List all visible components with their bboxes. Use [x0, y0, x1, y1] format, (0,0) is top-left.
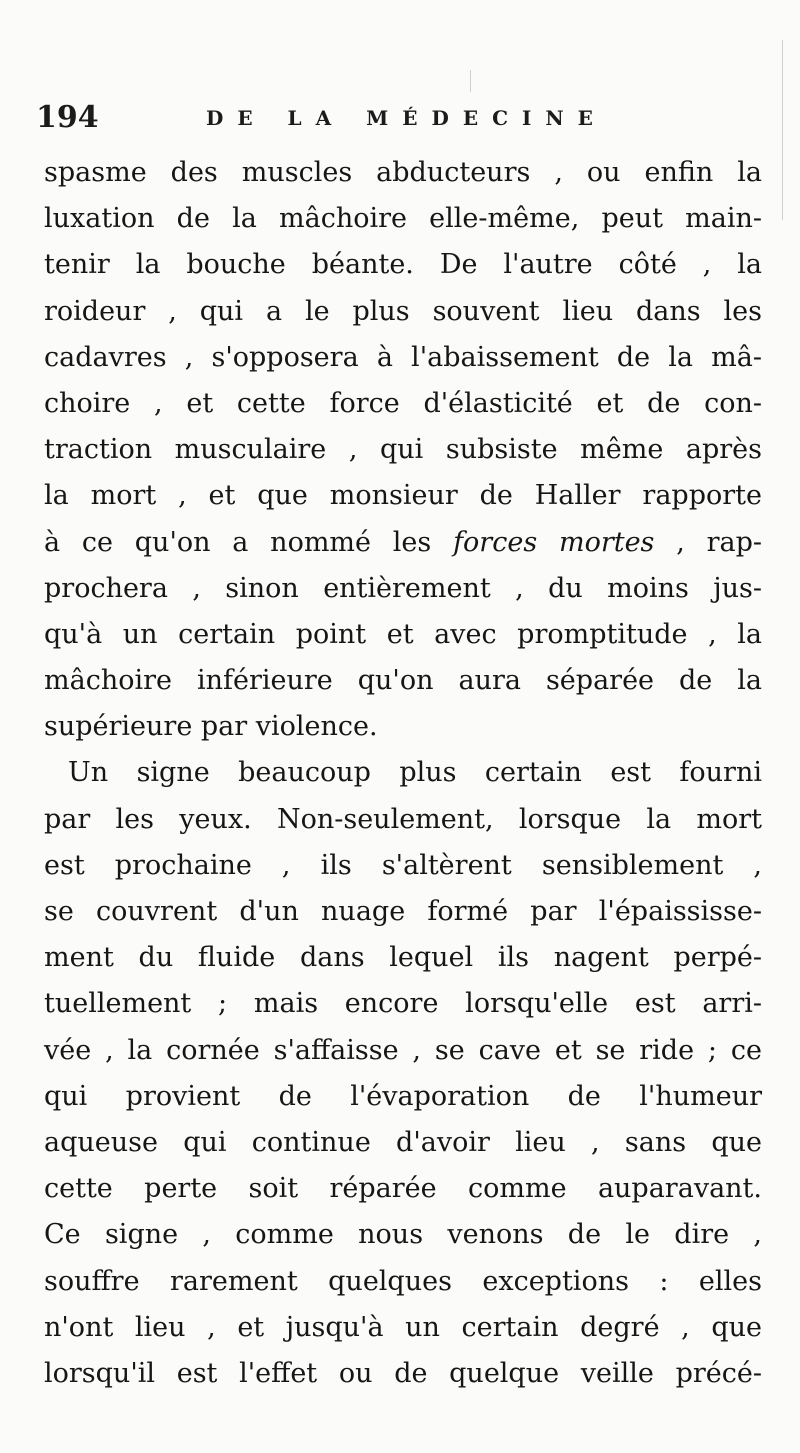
text-line: par les yeux. Non-seulement, lorsque la mort	[44, 803, 762, 835]
text-line: luxation de la mâchoire elle-même, peut main-	[44, 203, 762, 235]
running-title: DE LA MÉDECINE	[206, 106, 607, 130]
text-line: qui provient de l'évaporation de l'humeur	[44, 1080, 762, 1112]
text-line: prochera , sinon entièrement , du moins jus-	[44, 572, 762, 604]
text-line: lorsqu'il est l'effet ou de quelque veille précé-	[44, 1357, 762, 1389]
text-line: qu'à un certain point et avec promptitude , la	[44, 618, 762, 650]
text-line: tenir la bouche béante. De l'autre côté , la	[44, 249, 762, 281]
text-line: tuellement ; mais encore lorsqu'elle est arri-	[44, 988, 762, 1020]
text-line: vée , la cornée s'affaisse , se cave et se ride ; ce	[44, 1034, 762, 1066]
text-line: supérieure par violence.	[44, 711, 378, 743]
text-run: à ce qu'on a nommé les	[44, 526, 454, 558]
text-line: traction musculaire , qui subsiste même après	[44, 434, 762, 466]
text-line: Ce signe , comme nous venons de le dire ,	[44, 1219, 762, 1251]
text-line: roideur , qui a le plus souvent lieu dans les	[44, 295, 762, 327]
text-line: mâchoire inférieure qu'on aura séparée de la	[44, 665, 762, 697]
text-line: se couvrent d'un nuage formé par l'épaississe-	[44, 896, 762, 927]
scan-speck	[470, 70, 471, 92]
text-line: cette perte soit réparée comme auparavant.	[44, 1173, 762, 1205]
text-line: souffre rarement quelques exceptions : elles	[44, 1265, 762, 1297]
italic-term: forces mortes	[453, 526, 655, 558]
text-line: n'ont lieu , et jusqu'à un certain degré , que	[44, 1311, 762, 1343]
text-line: ment du fluide dans lequel ils nagent perpé-	[44, 942, 762, 974]
text-line: spasme des muscles abducteurs , ou enfin la	[44, 157, 762, 188]
text-line: est prochaine , ils s'altèrent sensiblement ,	[44, 849, 762, 881]
text-run: , rap-	[654, 526, 762, 558]
text-line: cadavres , s'opposera à l'abaissement de la mâ-	[44, 341, 762, 373]
text-line: aqueuse qui continue d'avoir lieu , sans que	[44, 1126, 762, 1158]
text-line	[44, 520, 762, 566]
page-number: 194	[36, 100, 99, 135]
text-line: Un signe beaucoup plus certain est fourni	[68, 757, 762, 789]
text-line: choire , et cette force d'élasticité et de con-	[44, 387, 762, 419]
scan-edge-line	[782, 40, 783, 220]
page-header	[36, 100, 766, 140]
body-text	[44, 150, 764, 1397]
text-line: la mort , et que monsieur de Haller rapporte	[44, 480, 762, 512]
